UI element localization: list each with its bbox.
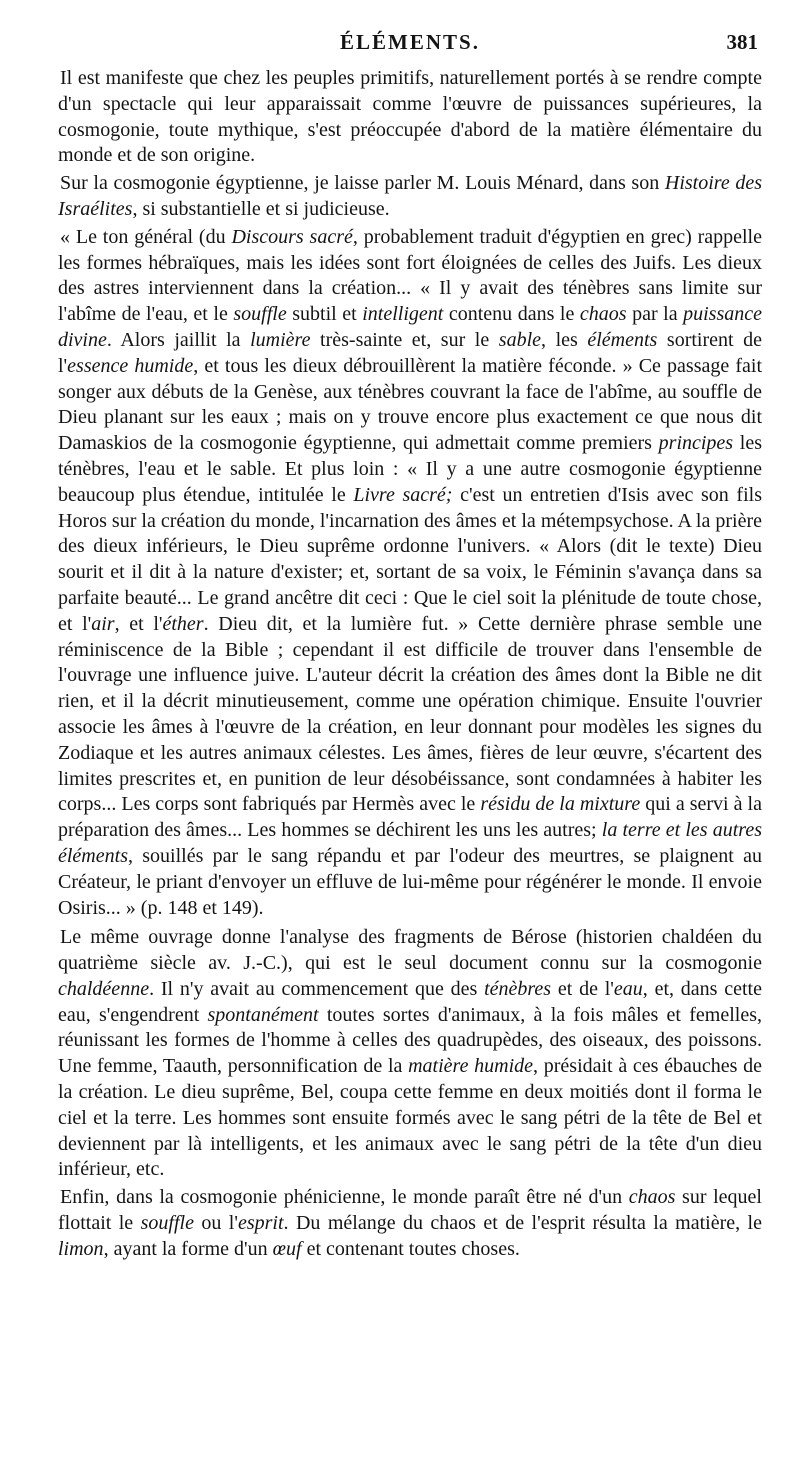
text-run: par la <box>626 303 684 326</box>
italic-run: chaldéenne <box>58 977 150 1000</box>
page-number: 381 <box>726 30 758 54</box>
text-run: les ténèbres, l'eau et le sable. Et plus loin : « Il y a une autre cosmogonie égyptienne beaucoup plus étendue, intitulée le <box>58 432 763 506</box>
running-title: ÉLÉMENTS. <box>340 30 480 54</box>
text-run: , souillés par le sang répandu et par l'odeur des meurtres, se plaignent au Créateur, le priant d'envoyer un effluve de lui-même pour régénérer le monde. Il envoie Osiris... » (p. 148 et 149). <box>58 844 762 919</box>
italic-run: esprit <box>237 1212 284 1235</box>
italic-run: résidu de la mixture <box>480 793 641 816</box>
italic-run: spontanément <box>207 1003 319 1026</box>
text-run: . Dieu dit, et la lumière fut. » Cette dernière phrase semble une réminiscence de la Bible ; cependant il est difficile de trouver dans l'ensemble de l'ouvrage une influence juive. L'auteur décrit la création des âmes dont la Bible ne dit rien, et il la décrit minutieusement, comme une opération chimique. Ensuite l'ouvrier associe les âmes à l'œuvre de la création, en leur donnant pour modèles les signes du Zodiaque et les autres animaux célestes. Les âmes, fières de leur œuvre, s'écartent des limites prescrites et, en punition de leur désobéissance, sont condamnées à habiter les corps... Les corps sont fabriqués par Hermès avec le <box>58 612 763 816</box>
text-run: , présidait à ces ébauches de la création. Le dieu suprême, Bel, coupa cette femme en deux moitiés dont il forma le ciel et la terre. Les hommes sont ensuite formés avec le sang pétri de la tête de Bel et deviennent par là intelligents, et les animaux avec le sang pétri de la tête d'un dieu inférieur, etc. <box>58 1055 763 1181</box>
italic-run: Livre sacré; <box>353 483 453 506</box>
text-run: Enfin, dans la cosmogonie phénicienne, le monde paraît être né d'un <box>60 1186 629 1209</box>
italic-run: œuf <box>272 1237 302 1260</box>
italic-run: ténèbres <box>484 977 552 1000</box>
italic-run: éléments <box>587 328 658 351</box>
paragraph-menard <box>58 171 762 223</box>
paragraph-phoenician <box>58 1185 762 1262</box>
text-run: , et l' <box>114 612 163 635</box>
text-run: , les <box>541 328 588 351</box>
text-run: . Il n'y avait au commencement que des <box>149 977 485 1000</box>
italic-run: principes <box>658 432 734 455</box>
text-run: sortirent de l' <box>58 328 762 377</box>
paragraph-egyptian-quote <box>58 225 762 922</box>
text-run: toutes sortes d'animaux, à la fois mâles et femelles, réunissant les formes de l'homme à celles des quadrupèdes, des oiseaux, des poissons. Une femme, Taauth, personnification de la <box>58 1003 762 1078</box>
text-run: sur lequel flottait le <box>58 1186 762 1235</box>
italic-run: matière humide <box>408 1055 534 1078</box>
italic-run: Discours sacré <box>231 225 353 248</box>
italic-run: limon <box>58 1237 104 1260</box>
text-run: et de l' <box>551 977 614 1000</box>
text-run: Le même ouvrage donne l'analyse des fragments de Bérose (historien chaldéen du quatrième siècle av. J.-C.), qui est le seul document connu sur la cosmogonie <box>58 926 762 975</box>
text-run: . Alors jaillit la <box>106 328 251 351</box>
italic-run: essence humide <box>67 354 194 377</box>
text-run: Sur la cosmogonie égyptienne, je laisse parler M. Louis Ménard, dans son <box>60 172 665 195</box>
paragraph-chaldean <box>58 925 762 1183</box>
italic-run: lumière <box>250 328 311 351</box>
italic-run: chaos <box>628 1186 676 1209</box>
text-run: ou l' <box>193 1212 238 1235</box>
page-body <box>58 66 762 1263</box>
italic-run: eau <box>613 977 643 1000</box>
page-header <box>58 22 762 66</box>
text-run: très-sainte et, sur le <box>310 328 499 351</box>
text-run: « Le ton général (du <box>60 225 232 248</box>
text-run: qui a servi à la préparation des âmes... Les hommes se déchirent les uns les autres; <box>58 793 762 842</box>
italic-run: air <box>91 612 115 635</box>
italic-run: souffle <box>140 1212 194 1235</box>
text-run: Il est manifeste que chez les peuples primitifs, naturellement portés à se rendre compte d'un spectacle qui leur apparaissait comme l'œuvre de puissances supérieures, la cosmogonie, toute mythique, s'est préoccupée d'abord de la matière élémentaire du monde et de son origine. <box>58 67 762 167</box>
text-run: , probablement traduit d'égyptien en grec) rappelle les formes hébraïques, mais les idées sont fort éloignées de celles des Juifs. Les dieux des astres interviennent dans la création... « Il y avait des ténèbres sans limite sur l'abîme de l'eau, et le <box>58 225 762 326</box>
italic-run: chaos <box>579 303 627 326</box>
paragraph-intro <box>58 66 762 169</box>
italic-run: la terre et les autres éléments <box>58 819 763 867</box>
italic-run: souffle <box>233 303 287 326</box>
italic-run: sable <box>498 328 542 351</box>
text-run: subtil et <box>286 303 363 326</box>
italic-run: éther <box>162 612 204 635</box>
text-run: contenu dans le <box>443 303 580 326</box>
text-run: , si substantielle et si judicieuse. <box>132 197 390 220</box>
text-run: . Du mélange du chaos et de l'esprit résulta la matière, le <box>283 1212 762 1235</box>
text-run: et contenant toutes choses. <box>301 1237 520 1260</box>
text-run: , ayant la forme d'un <box>103 1237 273 1260</box>
text-run: c'est un entretien d'Isis avec son fils Horos sur la création du monde, l'incarnation des âmes et la métempsychose. A la prière des dieux inférieurs, le Dieu suprême ordonne l'univers. « Alors (dit le texte) Dieu sourit et il dit à la nature d'exister; et, sortant de sa voix, le Féminin s'avança dans sa parfaite beauté... Le grand ancêtre dit ceci : Que le ciel soit la plénitude de toute chose, et l' <box>58 483 762 635</box>
text-run: , et tous les dieux débrouillèrent la matière féconde. » Ce passage fait songer aux débuts de la Genèse, aux ténèbres couvrant la face de l'abîme, au souffle de Dieu planant sur les eaux ; mais on y trouve encore plus exactement ce que nous dit Damaskios de la cosmogonie égyptienne, qui admettait comme premiers <box>58 354 763 455</box>
italic-run: puissance divine <box>58 303 762 351</box>
text-run: , et, dans cette eau, s'engendrent <box>58 977 762 1026</box>
italic-run: Histoire des Israélites <box>58 172 762 220</box>
italic-run: intelligent <box>362 303 444 326</box>
